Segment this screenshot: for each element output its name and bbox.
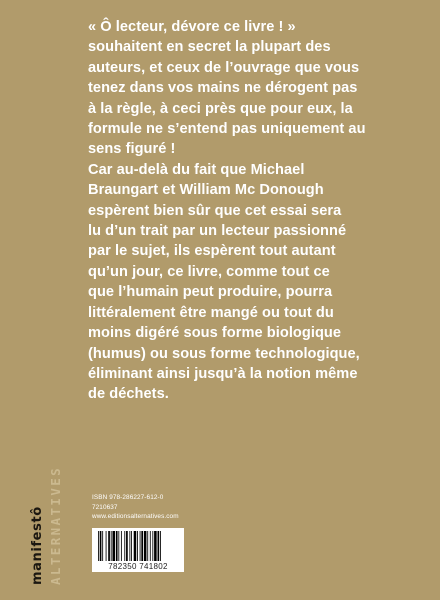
barcode (92, 528, 184, 572)
barcode-bar (124, 531, 125, 561)
barcode-bar (141, 531, 143, 561)
barcode-bar (121, 531, 122, 561)
barcode-bar (134, 531, 137, 561)
barcode-bar (137, 531, 138, 561)
blurb-line: lu d’un trait par un lecteur passionné (88, 223, 347, 240)
barcode-bar (144, 531, 147, 561)
blurb-line: formule ne s’entend pas uniquement au (88, 121, 366, 138)
publisher-name: ALTERNATIVES (48, 465, 63, 585)
barcode-bar (140, 531, 141, 561)
blurb-line: littéralement être mangé ou tout du (88, 304, 334, 321)
barcode-bar (98, 531, 99, 561)
barcode-bar (131, 531, 132, 561)
barcode-bar (126, 531, 128, 561)
blurb-paragraph-1 (88, 17, 423, 160)
blurb-line: Car au-delà du fait que Michael (88, 161, 305, 178)
blurb-line: (humus) ou sous forme technologique, (88, 345, 360, 362)
blurb-line: tenez dans vos mains ne dérogent pas (88, 80, 358, 97)
product-code: 7210637 (92, 503, 118, 511)
barcode-bar (106, 531, 107, 561)
blurb-line: éliminant ainsi jusqu’à la notion même (88, 365, 358, 382)
isbn-text: ISBN 978-286227-612-0 (92, 494, 164, 501)
barcode-bar (152, 531, 153, 561)
blurb-line: qu’un jour, ce livre, comme tout ce (88, 263, 330, 280)
publisher-website: www.editionsalternatives.com (92, 513, 179, 521)
barcode-bar (116, 531, 118, 561)
barcode-bar (102, 531, 103, 561)
blurb-line: sens figuré ! (88, 141, 176, 158)
barcode-bar (111, 531, 112, 561)
barcode-digits: 782350 741802 (108, 562, 168, 571)
barcode-bar (129, 531, 130, 561)
blurb-line: à la règle, à ceci près que pour eux, la (88, 100, 353, 117)
barcode-bar (150, 531, 151, 561)
barcode-bar (160, 531, 161, 561)
barcode-bar (112, 531, 115, 561)
blurb-line: espèrent bien sûr que cet essai sera (88, 202, 342, 219)
blurb-line: de déchets. (88, 386, 169, 403)
barcode-bar (108, 531, 110, 561)
blurb-line: souhaitent en secret la plupart des (88, 39, 331, 56)
barcode-bar (100, 531, 102, 561)
blurb-line: auteurs, et ceux de l’ouvrage que vous (88, 59, 360, 76)
publication-info (92, 493, 179, 522)
barcode-bars (92, 528, 184, 562)
blurb-line: « Ô lecteur, dévore ce livre ! » (88, 19, 296, 35)
blurb-line: Braungart et William Mc Donough (88, 182, 324, 199)
back-cover-blurb (88, 17, 423, 405)
barcode-bar (147, 531, 148, 561)
barcode-bar (158, 531, 160, 561)
collection-name: manifestô (30, 506, 45, 585)
barcode-bar (154, 531, 157, 561)
barcode-bar (118, 531, 119, 561)
blurb-line: moins digéré sous forme biologique (88, 325, 342, 342)
blurb-line: que l’humain peut produire, pourra (88, 284, 333, 301)
blurb-line: par le sujet, ils espèrent tout autant (88, 243, 336, 260)
blurb-paragraph-2 (88, 160, 423, 405)
collection-logo (30, 380, 63, 585)
